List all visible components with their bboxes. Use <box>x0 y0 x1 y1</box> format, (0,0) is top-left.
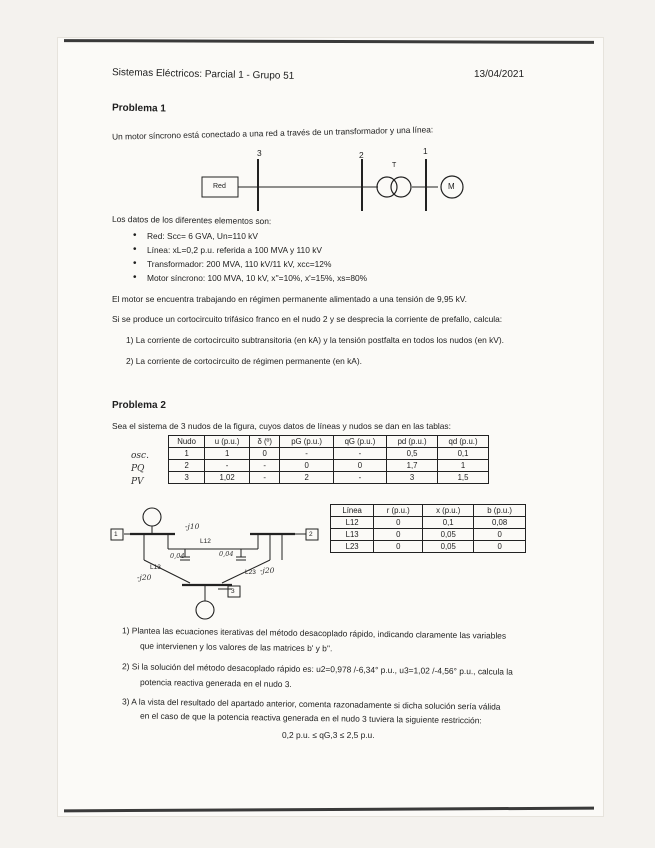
cell: 0 <box>333 460 386 472</box>
cell: 0 <box>374 517 423 529</box>
diagram-box2-label: 2 <box>309 531 313 538</box>
line-data-table <box>330 504 526 553</box>
handwritten-note-mid: 0,04 <box>219 550 234 558</box>
cell: 3 <box>387 472 438 484</box>
node-data-table <box>168 435 489 484</box>
p1-node1-label: 1 <box>423 146 428 156</box>
cell: 0,1 <box>423 517 474 529</box>
handwritten-type-osc: osc. <box>131 451 149 461</box>
red-label: Red <box>213 183 226 190</box>
data-intro: Los datos de los diferentes elementos son: <box>111 213 272 227</box>
cell: L23 <box>331 541 374 553</box>
cell: - <box>250 460 280 472</box>
p2-question-3: 3) A la vista del resultado del apartado anterior, comenta razonadamente si dicha solución sería válida <box>121 696 501 712</box>
diagram-l23-label: L23 <box>245 569 256 576</box>
cell: 0 <box>250 448 280 460</box>
p2-question-3-cont: en el caso de que la potencia reactiva generada en el nudo 3 tuviera la siguiente restricción: <box>139 710 482 726</box>
handwritten-note-left1: 0,04 <box>170 552 185 560</box>
header-x: x (p.u.) <box>423 505 474 517</box>
cell: 1,5 <box>438 472 489 484</box>
course-title: Sistemas Eléctricos: Parcial 1 - Grupo 51 <box>111 67 295 82</box>
header-b: b (p.u.) <box>474 505 526 517</box>
reactive-power-constraint: 0,2 p.u. ≤ qG,3 ≤ 2,5 p.u. <box>282 730 375 740</box>
handwritten-note-top: -j10 <box>185 522 200 531</box>
p2-question-2: 2) Si la solución del método desacoplado rápido es: u2=0,978 /-6,34° p.u., u3=1,02 /-4,56° p.u., calcula la <box>121 661 513 677</box>
p2-question-2-cont: potencia reactiva generada en el nudo 3. <box>139 676 292 690</box>
transformer-label: T <box>392 162 397 169</box>
cell: - <box>280 448 333 460</box>
cell: 0 <box>474 541 526 553</box>
bullet-transformador: • Transformador: 200 MVA, 110 kV/11 kV, xcc=12% <box>147 259 331 269</box>
problem1-circuit-diagram <box>190 145 480 215</box>
cell: - <box>333 472 386 484</box>
cell: 0 <box>374 529 423 541</box>
diagram-box3-label: 3 <box>231 588 235 595</box>
motor-label: M <box>448 182 455 191</box>
node-table-header <box>169 436 489 448</box>
diagram-l12-label: L12 <box>200 538 211 545</box>
header-pd: pd (p.u.) <box>387 436 438 448</box>
cell: 0 <box>374 541 423 553</box>
cell: 0 <box>474 529 526 541</box>
table-row <box>169 460 489 472</box>
header-qg: qG (p.u.) <box>333 436 386 448</box>
cell: 0,05 <box>423 529 474 541</box>
cell: 0,05 <box>423 541 474 553</box>
problem2-intro: Sea el sistema de 3 nudos de la figura, cuyos datos de líneas y nudos se dan en las tablas: <box>112 421 451 431</box>
header-u: u (p.u.) <box>205 436 250 448</box>
cell: 0,1 <box>438 448 489 460</box>
table-row <box>331 529 526 541</box>
header-nudo: Nudo <box>169 436 205 448</box>
header-linea: Línea <box>331 505 374 517</box>
problem1-intro: Un motor síncrono está conectado a una red a través de un transformador y una línea: <box>111 124 434 142</box>
diagram-box1-label: 1 <box>114 531 118 538</box>
problem1-title: Problema 1 <box>111 102 167 115</box>
bullet-red: • Red: Scc= 6 GVA, Un=110 kV <box>147 231 258 241</box>
p1-node2-label: 2 <box>359 150 364 160</box>
cell: 1 <box>169 448 205 460</box>
cell: - <box>250 472 280 484</box>
handwritten-type-pq: PQ <box>131 464 145 474</box>
exam-date: 13/04/2021 <box>474 69 525 80</box>
problem2-title: Problema 2 <box>112 400 166 411</box>
bullet-motor: • Motor síncrono: 100 MVA, 10 kV, x''=10%, x'=15%, xs=80% <box>147 273 367 283</box>
cell: 1,7 <box>387 460 438 472</box>
table-row <box>169 472 489 484</box>
header-pg: pG (p.u.) <box>280 436 333 448</box>
cell: 0,08 <box>474 517 526 529</box>
problem2-three-node-diagram <box>110 505 325 620</box>
operating-condition: El motor se encuentra trabajando en régimen permanente alimentado a una tensión de 9,95 kV. <box>112 294 467 304</box>
line-table-header <box>331 505 526 517</box>
p2-question-1-cont: que intervienen y los valores de las matrices b' y b''. <box>139 640 333 654</box>
p2-question-1: 1) Plantea las ecuaciones iterativas del método desacoplado rápido, indicando claramente las variables <box>121 625 507 641</box>
cell: L13 <box>331 529 374 541</box>
handwritten-note-right: -j20 <box>260 566 275 575</box>
cell: 2 <box>169 460 205 472</box>
cell: 3 <box>169 472 205 484</box>
cell: 1,02 <box>205 472 250 484</box>
header-delta: δ (º) <box>250 436 280 448</box>
cell: 0,5 <box>387 448 438 460</box>
bullet-linea: • Línea: xL=0,2 p.u. referida a 100 MVA y 110 kV <box>147 245 322 255</box>
table-row <box>331 517 526 529</box>
cell: L12 <box>331 517 374 529</box>
cell: 1 <box>205 448 250 460</box>
handwritten-type-pv: PV <box>131 477 144 487</box>
handwritten-note-left2: -j20 <box>137 573 152 582</box>
header-r: r (p.u.) <box>374 505 423 517</box>
cell: - <box>205 460 250 472</box>
cell: 0 <box>280 460 333 472</box>
p1-node3-label: 3 <box>257 148 262 158</box>
p1-question-2: 2) La corriente de cortocircuito de régimen permanente (en kA). <box>126 356 363 366</box>
cell: 1 <box>438 460 489 472</box>
fault-statement: Si se produce un cortocircuito trifásico franco en el nudo 2 y se desprecia la corriente de prefallo, calcula: <box>112 314 503 324</box>
p1-question-1: 1) La corriente de cortocircuito subtransitoria (en kA) y la tensión postfalta en todos los nudos (en kV). <box>126 335 504 345</box>
cell: 2 <box>280 472 333 484</box>
table-row <box>331 541 526 553</box>
cell: - <box>333 448 386 460</box>
table-row <box>169 448 489 460</box>
diagram-l13-label: L13 <box>150 564 161 571</box>
header-qd: qd (p.u.) <box>438 436 489 448</box>
